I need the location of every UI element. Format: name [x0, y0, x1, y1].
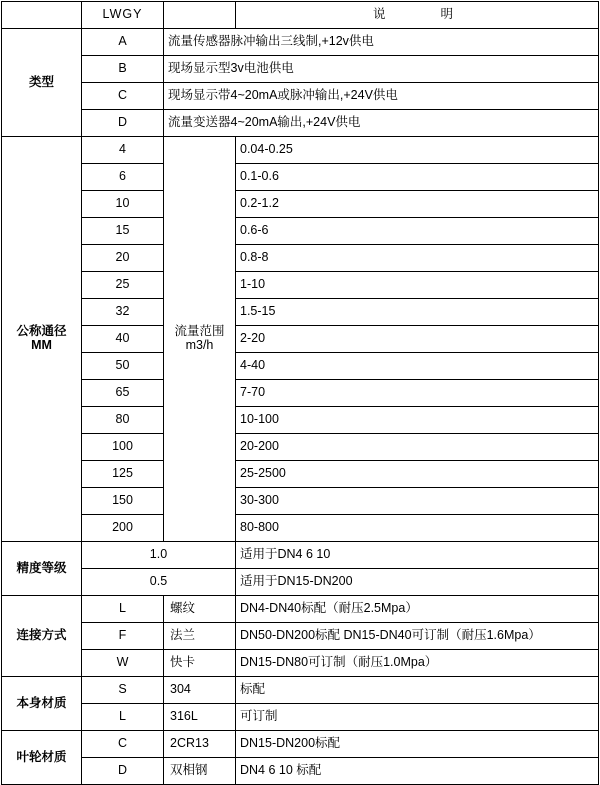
table-row: [2, 434, 599, 461]
code-cell: 25: [82, 272, 164, 299]
code-cell: 20: [82, 245, 164, 272]
desc-cell: 2-20: [236, 326, 599, 353]
section-label-nominal-diameter: [2, 137, 82, 542]
table-row: [2, 218, 599, 245]
code-cell: F: [82, 623, 164, 650]
table-row: [2, 488, 599, 515]
table-row: [2, 542, 599, 569]
table-row: [2, 245, 599, 272]
desc-cell: 7-70: [236, 380, 599, 407]
specification-table: [1, 1, 599, 785]
table-header-row: [2, 2, 599, 29]
desc-cell: 0.04-0.25: [236, 137, 599, 164]
code-cell: 200: [82, 515, 164, 542]
mid-cell: 双相钢: [164, 758, 236, 785]
code-cell: 10: [82, 191, 164, 218]
table-row: [2, 29, 599, 56]
mid-cell: 法兰: [164, 623, 236, 650]
desc-cell: 流量变送器4~20mA输出,+24V供电: [164, 110, 599, 137]
section-label-impeller-material: 叶轮材质: [2, 731, 82, 785]
desc-cell: 0.1-0.6: [236, 164, 599, 191]
header-cell-blank2: [164, 2, 236, 29]
section-label-body-material: 本身材质: [2, 677, 82, 731]
code-cell: S: [82, 677, 164, 704]
desc-cell: 0.8-8: [236, 245, 599, 272]
flow-range-line1: 流量范围: [174, 324, 225, 339]
code-cell: 80: [82, 407, 164, 434]
table-row: [2, 380, 599, 407]
desc-cell: DN15-DN200标配: [236, 731, 599, 758]
code-cell: C: [82, 83, 164, 110]
code-cell: 15: [82, 218, 164, 245]
section-label-type: 类型: [2, 29, 82, 137]
desc-cell: 1-10: [236, 272, 599, 299]
table-row: [2, 677, 599, 704]
table-row: [2, 650, 599, 677]
desc-cell: 4-40: [236, 353, 599, 380]
mid-cell: 2CR13: [164, 731, 236, 758]
mid-cell: 316L: [164, 704, 236, 731]
desc-cell: 30-300: [236, 488, 599, 515]
desc-cell: 20-200: [236, 434, 599, 461]
code-cell: D: [82, 758, 164, 785]
code-cell: C: [82, 731, 164, 758]
mid-cell: 螺纹: [164, 596, 236, 623]
code-cell: 100: [82, 434, 164, 461]
table-row: [2, 272, 599, 299]
header-cell-blank: [2, 2, 82, 29]
table-row: [2, 110, 599, 137]
code-cell: 125: [82, 461, 164, 488]
flow-range-line2: m3/h: [185, 338, 214, 352]
desc-cell: 可订制: [236, 704, 599, 731]
header-cell-description: 说 明: [236, 2, 599, 29]
desc-cell: 流量传感器脉冲输出三线制,+12v供电: [164, 29, 599, 56]
table-row: [2, 596, 599, 623]
desc-cell: 标配: [236, 677, 599, 704]
desc-cell: 10-100: [236, 407, 599, 434]
code-cell: 0.5: [82, 569, 236, 596]
code-cell: L: [82, 704, 164, 731]
desc-cell: 0.6-6: [236, 218, 599, 245]
desc-cell: DN4-DN40标配（耐压2.5Mpa）: [236, 596, 599, 623]
mid-cell: 304: [164, 677, 236, 704]
desc-cell: 适用于DN15-DN200: [236, 569, 599, 596]
desc-cell: 现场显示带4~20mA或脉冲输出,+24V供电: [164, 83, 599, 110]
desc-cell: 0.2-1.2: [236, 191, 599, 218]
desc-cell: 80-800: [236, 515, 599, 542]
desc-cell: 25-2500: [236, 461, 599, 488]
table-row: [2, 353, 599, 380]
table-row: [2, 515, 599, 542]
flow-range-label: [164, 137, 236, 542]
code-cell: 32: [82, 299, 164, 326]
code-cell: 40: [82, 326, 164, 353]
dn-label-line1: 公称通径: [16, 324, 67, 339]
table-row: [2, 407, 599, 434]
section-label-accuracy: 精度等级: [2, 542, 82, 596]
table-row: [2, 623, 599, 650]
header-cell-model: LWGY: [82, 2, 164, 29]
table-row: [2, 137, 599, 164]
code-cell: D: [82, 110, 164, 137]
table-row: [2, 164, 599, 191]
table-row: [2, 191, 599, 218]
desc-cell: 适用于DN4 6 10: [236, 542, 599, 569]
table-row: [2, 461, 599, 488]
table-row: [2, 569, 599, 596]
code-cell: A: [82, 29, 164, 56]
table-row: [2, 56, 599, 83]
table-row: [2, 326, 599, 353]
desc-cell: 现场显示型3v电池供电: [164, 56, 599, 83]
table-row: [2, 731, 599, 758]
table-row: [2, 758, 599, 785]
mid-cell: 快卡: [164, 650, 236, 677]
code-cell: 1.0: [82, 542, 236, 569]
table-row: [2, 83, 599, 110]
code-cell: B: [82, 56, 164, 83]
code-cell: 65: [82, 380, 164, 407]
code-cell: 4: [82, 137, 164, 164]
desc-cell: DN50-DN200标配 DN15-DN40可订制（耐压1.6Mpa）: [236, 623, 599, 650]
desc-cell: 1.5-15: [236, 299, 599, 326]
code-cell: 6: [82, 164, 164, 191]
code-cell: 150: [82, 488, 164, 515]
dn-label-line2: MM: [31, 338, 52, 352]
section-label-connection: 连接方式: [2, 596, 82, 677]
table-row: [2, 704, 599, 731]
desc-cell: DN4 6 10 标配: [236, 758, 599, 785]
code-cell: W: [82, 650, 164, 677]
code-cell: L: [82, 596, 164, 623]
code-cell: 50: [82, 353, 164, 380]
desc-cell: DN15-DN80可订制（耐压1.0Mpa）: [236, 650, 599, 677]
table-row: [2, 299, 599, 326]
